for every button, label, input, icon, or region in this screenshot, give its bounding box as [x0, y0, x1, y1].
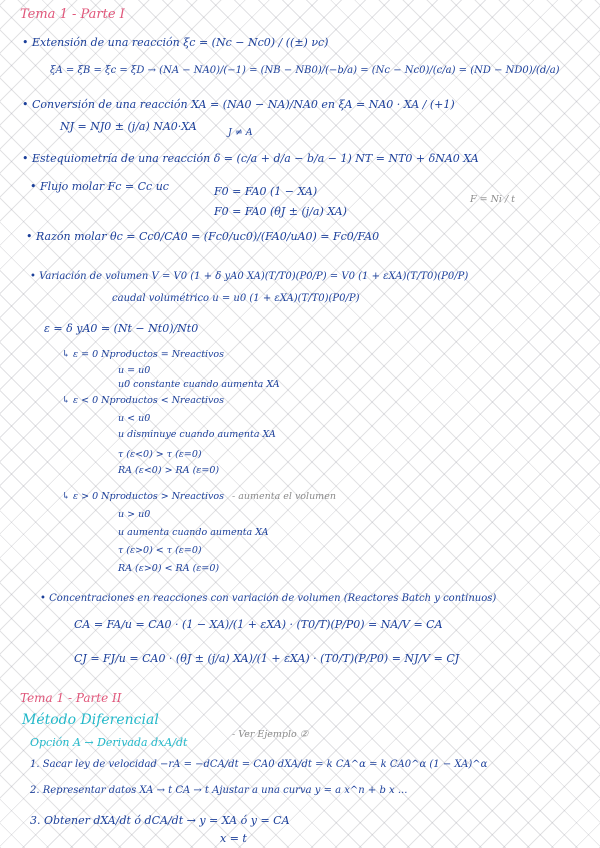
step-3: 3. Obtener dXA/dt ó dCA/dt → y = XA ó y = CA [30, 814, 290, 827]
note-line-extension: • Extensión de una reacción ξc = (Nc − Nc0) / ((±) νc) [22, 36, 329, 49]
note-line-volumetric-flow: caudal volumétrico u = u0 (1 + εXA)(T/T0)(P0/P) [112, 293, 360, 304]
note-line-flow-j: F0 = FA0 (θJ ± (j/a) XA) [214, 205, 347, 218]
note-line-eps-zero: ↳ ε = 0 Nproductos = Nreactivos [62, 349, 225, 360]
note-line-j-not-a: J ≠ A [228, 127, 253, 138]
note-line-eps-negative-rate: RA (ε<0) > RA (ε=0) [118, 465, 220, 476]
step-3-x: x = t [220, 832, 247, 845]
note-line-molar-ratio: • Razón molar θc = Cc0/CA0 = (Fc0/uc0)/(FA0/uA0) = Fc0/FA0 [26, 230, 380, 243]
page-title: Tema 1 - Parte I [20, 7, 125, 22]
note-line-eps-negative-decrease: u disminuye cuando aumenta XA [118, 429, 276, 440]
note-line-eps-negative-flow: u < u0 [118, 413, 151, 424]
option-note: - Ver Ejemplo ② [232, 729, 309, 740]
note-line-flow-definition: F = Ni / t [470, 194, 515, 205]
section-title: Tema 1 - Parte II [20, 691, 122, 705]
option-label: Opción A → Derivada dxA/dt [30, 736, 188, 749]
note-line-epsilon: ε = δ yA0 = (Nt − Nt0)/Nt0 [44, 322, 199, 335]
note-line-moles-j: NJ = NJ0 ± (j/a) NA0·XA [60, 120, 197, 133]
note-line-concentrations: • Concentraciones en reacciones con variación de volumen (Reactores Batch y continuos) [40, 593, 497, 604]
note-line-eps-negative-tau: τ (ε<0) > τ (ε=0) [118, 449, 202, 460]
note-line-eps-negative: ↳ ε < 0 Nproductos < Nreactivos [62, 395, 225, 406]
note-line-stoichiometry: • Estequiometría de una reacción δ = (c/a + d/a − b/a − 1) NT = NT0 + δNA0 XA [22, 152, 479, 165]
note-line-volume-variation: • Variación de volumen V = V0 (1 + δ yA0 XA)(T/T0)(P0/P) = V0 (1 + εXA)(T/T0)(P0/P) [30, 271, 469, 282]
step-2: 2. Representar datos XA → t CA → t Ajustar a una curva y = a x^n + b x ... [30, 785, 408, 796]
note-line-conversion: • Conversión de una reacción XA = (NA0 − NA)/NA0 en ξA = NA0 · XA / (+1) [22, 98, 455, 111]
step-1: 1. Sacar ley de velocidad −rA = −dCA/dt = CA0 dXA/dt = k CA^α = k CA0^α (1 − XA)^α [30, 759, 488, 770]
note-line-eps-positive-rate: RA (ε>0) < RA (ε=0) [118, 563, 220, 574]
note-line-eps-zero-constant: u0 constante cuando aumenta XA [118, 379, 280, 390]
note-line-eps-positive-tau: τ (ε>0) < τ (ε=0) [118, 545, 202, 556]
note-line-conc-a: CA = FA/u = CA0 · (1 − XA)/(1 + εXA) · (T0/T)(P/P0) = NA/V = CA [74, 618, 443, 631]
note-line-eps-positive-flow: u > u0 [118, 509, 151, 520]
note-line-extension-equality: ξA = ξB = ξc = ξD → (NA − NA0)/(−1) = (NB − NB0)/(−b/a) = (Nc − Nc0)/(c/a) = (ND − ND0)/(d/a) [50, 65, 560, 76]
note-line-eps-positive-increase: u aumenta cuando aumenta XA [118, 527, 269, 538]
method-title: Método Diferencial [22, 712, 159, 728]
note-line-conc-j: CJ = FJ/u = CA0 · (θJ ± (j/a) XA)/(1 + εXA) · (T0/T)(P/P0) = NJ/V = CJ [74, 652, 460, 665]
note-line-eps-zero-flow: u = u0 [118, 365, 151, 376]
note-line-eps-positive-note: - aumenta el volumen [232, 491, 336, 502]
note-line-flow-a: F0 = FA0 (1 − XA) [214, 185, 318, 198]
note-line-molar-flow: • Flujo molar Fc = Cc uc [30, 180, 169, 193]
note-line-eps-positive: ↳ ε > 0 Nproductos > Nreactivos [62, 491, 225, 502]
